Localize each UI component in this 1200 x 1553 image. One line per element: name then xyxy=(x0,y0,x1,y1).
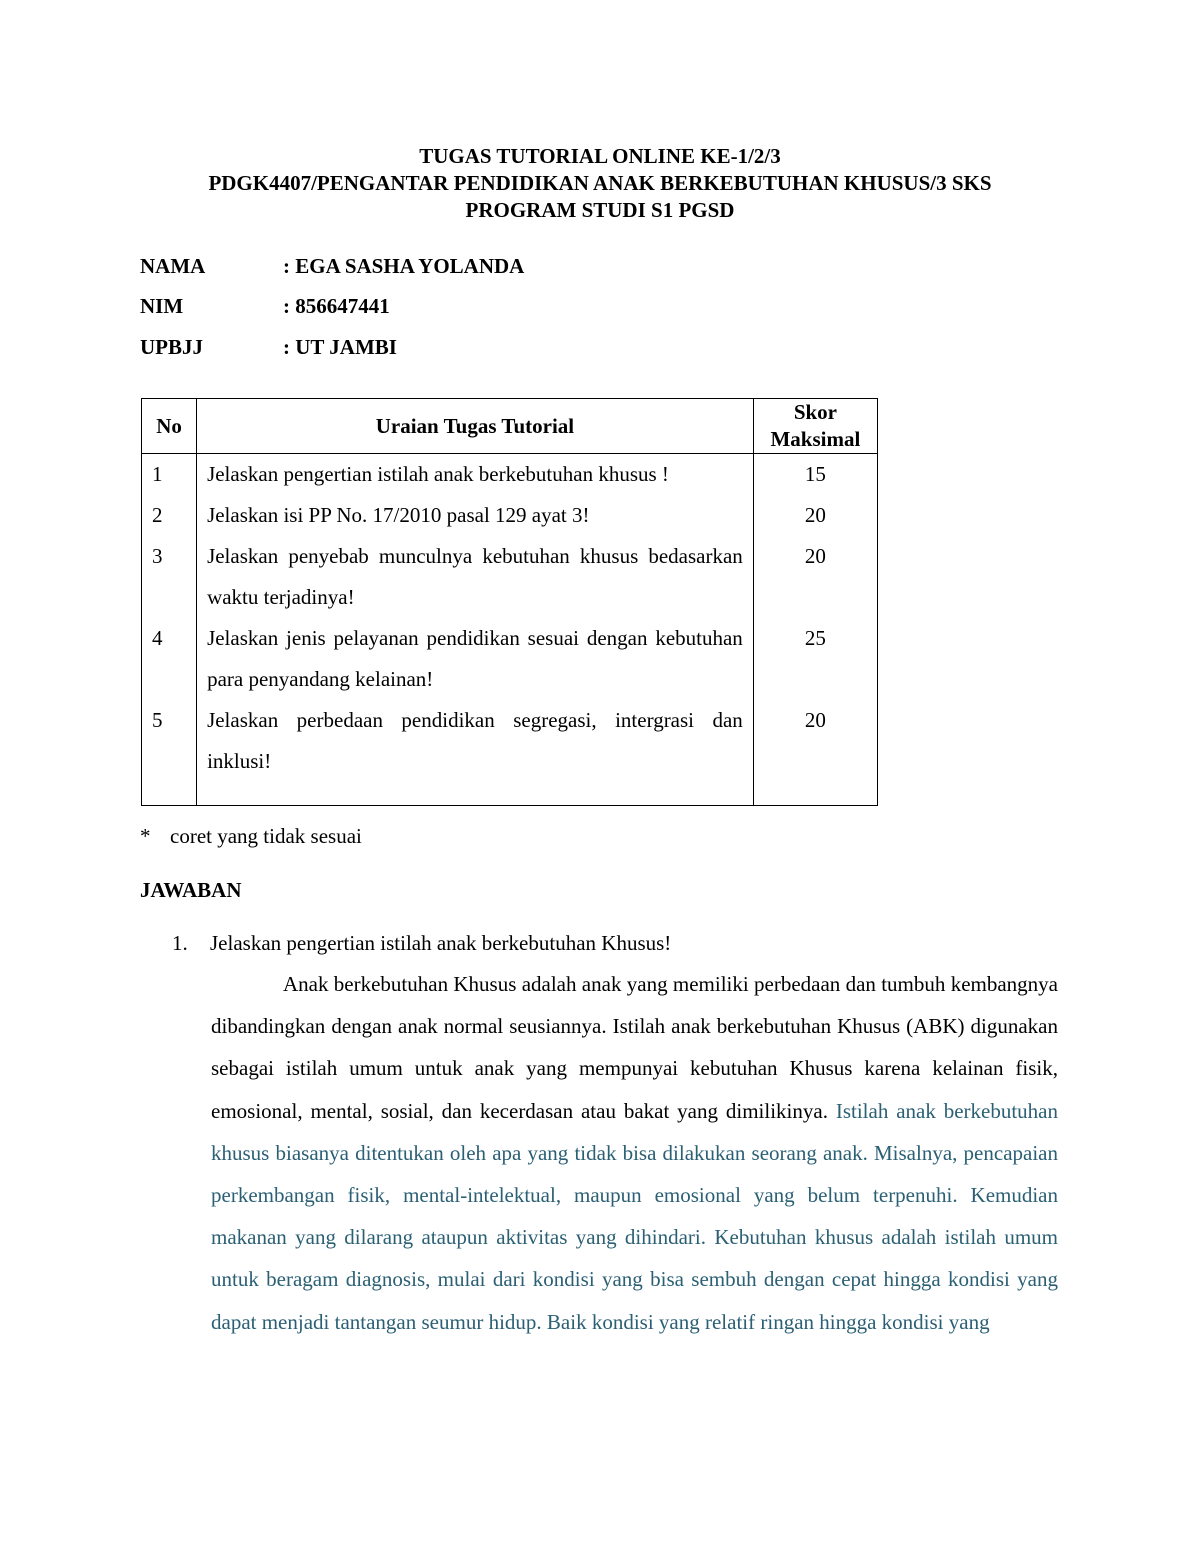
header-program: PROGRAM STUDI S1 PGSD xyxy=(465,198,735,222)
question-text: Jelaskan pengertian istilah anak berkebutuhan Khusus! xyxy=(210,931,672,955)
document-header xyxy=(0,143,1200,224)
table-row xyxy=(142,495,878,536)
table-row xyxy=(142,618,878,700)
nama-label: NAMA xyxy=(140,254,206,278)
row-score: 20 xyxy=(753,536,877,618)
table-header-row xyxy=(142,399,878,454)
question-1 xyxy=(172,929,671,957)
row-desc: Jelaskan pengertian istilah anak berkebutuhan khusus ! xyxy=(197,454,754,496)
table-row xyxy=(142,700,878,806)
header-score xyxy=(753,399,877,454)
table-row xyxy=(142,454,878,496)
row-desc: Jelaskan isi PP No. 17/2010 pasal 129 ayat 3! xyxy=(197,495,754,536)
row-desc: Jelaskan perbedaan pendidikan segregasi, intergrasi dan inklusi! xyxy=(197,700,754,806)
upbjj-label: UPBJJ xyxy=(140,335,203,359)
nama-value: : EGA SASHA YOLANDA xyxy=(283,254,525,278)
row-no: 5 xyxy=(142,700,197,806)
nim-label: NIM xyxy=(140,294,184,318)
table-note xyxy=(140,822,362,850)
row-score: 25 xyxy=(753,618,877,700)
row-desc: Jelaskan penyebab munculnya kebutuhan khusus bedasarkan waktu terjadinya! xyxy=(197,536,754,618)
answer-text-part1: Anak berkebutuhan Khusus adalah anak yang memiliki perbedaan dan tumbuh kembangnya dibandingkan dengan anak normal seusiannya. Istilah anak berkebutuhan Khusus (ABK) digunakan sebagai istilah umum untuk anak yang mempunyai kebutuhan Khusus karena kelainan fisik, emosional, mental, sosial, dan kecerdasan atau bakat yang dimilikinya. xyxy=(211,972,1058,1123)
row-no: 2 xyxy=(142,495,197,536)
upbjj-value: : UT JAMBI xyxy=(283,335,397,359)
answer-paragraph xyxy=(211,963,1058,1343)
task-table xyxy=(141,398,878,806)
table-row xyxy=(142,536,878,618)
row-score: 15 xyxy=(753,454,877,496)
header-title: TUGAS TUTORIAL ONLINE KE-1/2/3 xyxy=(419,144,781,168)
header-no: No xyxy=(142,399,197,454)
note-asterisk: * xyxy=(140,824,151,848)
question-number: 1. xyxy=(172,931,188,955)
row-score: 20 xyxy=(753,700,877,806)
header-score-text: Skor Maksimal xyxy=(770,400,861,451)
row-desc: Jelaskan jenis pelayanan pendidikan sesuai dengan kebutuhan para penyandang kelainan! xyxy=(197,618,754,700)
row-score: 20 xyxy=(753,495,877,536)
nim-value: : 856647441 xyxy=(283,294,390,318)
note-text: coret yang tidak sesuai xyxy=(170,824,362,848)
answer-section-title: JAWABAN xyxy=(140,878,242,902)
row-no: 1 xyxy=(142,454,197,496)
header-desc: Uraian Tugas Tutorial xyxy=(197,399,754,454)
row-no: 3 xyxy=(142,536,197,618)
header-course: PDGK4407/PENGANTAR PENDIDIKAN ANAK BERKEBUTUHAN KHUSUS/3 SKS xyxy=(208,171,992,195)
answer-text-part2: Istilah anak berkebutuhan khusus biasanya ditentukan oleh apa yang tidak bisa dilakukan seorang anak. Misalnya, pencapaian perkembangan fisik, mental-intelektual, maupun emosional yang belum terpenuhi. Kemudian makanan yang dilarang ataupun aktivitas yang dihindari. Kebutuhan khusus adalah istilah umum untuk beragam diagnosis, mulai dari kondisi yang bisa sembuh dengan cepat hingga kondisi yang dapat menjadi tantangan seumur hidup. Baik kondisi yang relatif ringan hingga kondisi yang xyxy=(211,1098,1059,1334)
row-no: 4 xyxy=(142,618,197,700)
